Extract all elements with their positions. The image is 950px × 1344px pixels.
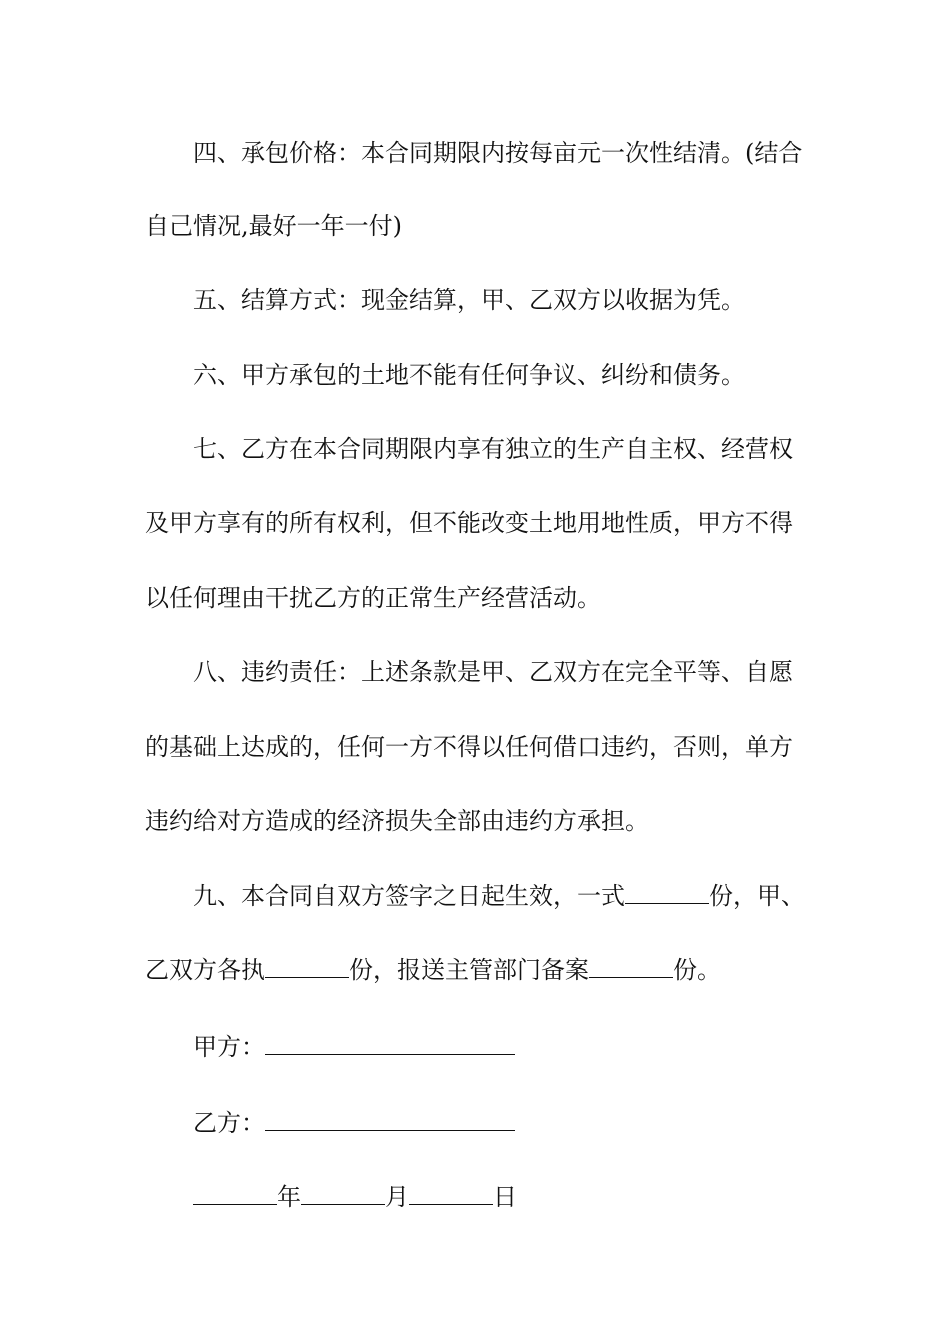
clause-7-line-3: 以任何理由干扰乙方的正常生产经营活动。 (145, 584, 601, 612)
party-a-signature-line (193, 1032, 515, 1062)
clause-9-text-c: 乙双方各执 (145, 956, 265, 984)
clause-7-line-2: 及甲方享有的所有权利，但不能改变土地用地性质，甲方不得 (145, 509, 793, 537)
month-blank[interactable] (301, 1182, 385, 1205)
copies-each-blank[interactable] (265, 955, 349, 978)
clause-9-text-d: 份，报送主管部门备案 (349, 956, 589, 984)
clause-8-line-1: 八、违约责任：上述条款是甲、乙双方在完全平等、自愿 (193, 658, 793, 686)
clause-9-line-2 (145, 955, 721, 985)
clause-9-text-e: 份。 (673, 956, 721, 984)
month-label: 月 (385, 1183, 409, 1211)
clause-9-text-a: 九、本合同自双方签字之日起生效，一式 (193, 882, 625, 910)
date-line (193, 1182, 517, 1212)
party-b-signature-field[interactable] (265, 1108, 515, 1131)
clause-9-text-b: 份，甲、 (709, 882, 805, 910)
party-a-signature-field[interactable] (265, 1032, 515, 1055)
day-label: 日 (493, 1183, 517, 1211)
clause-6: 六、甲方承包的土地不能有任何争议、纠纷和债务。 (193, 361, 745, 389)
clause-4-line-1: 四、承包价格：本合同期限内按每亩元一次性结清。(结合 (193, 139, 803, 167)
clause-8-line-2: 的基础上达成的，任何一方不得以任何借口违约，否则，单方 (145, 733, 793, 761)
party-b-label: 乙方： (193, 1109, 265, 1137)
clause-8-line-3: 违约给对方造成的经济损失全部由违约方承担。 (145, 807, 649, 835)
clause-4-line-2: 自己情况,最好一年一付) (145, 212, 402, 240)
copies-filed-blank[interactable] (589, 955, 673, 978)
copies-total-blank[interactable] (625, 881, 709, 904)
party-b-signature-line (193, 1108, 515, 1138)
day-blank[interactable] (409, 1182, 493, 1205)
year-blank[interactable] (193, 1182, 277, 1205)
clause-7-line-1: 七、乙方在本合同期限内享有独立的生产自主权、经营权 (193, 435, 793, 463)
party-a-label: 甲方： (193, 1033, 265, 1061)
clause-5: 五、结算方式：现金结算，甲、乙双方以收据为凭。 (193, 286, 745, 314)
clause-9-line-1 (193, 881, 805, 911)
year-label: 年 (277, 1183, 301, 1211)
